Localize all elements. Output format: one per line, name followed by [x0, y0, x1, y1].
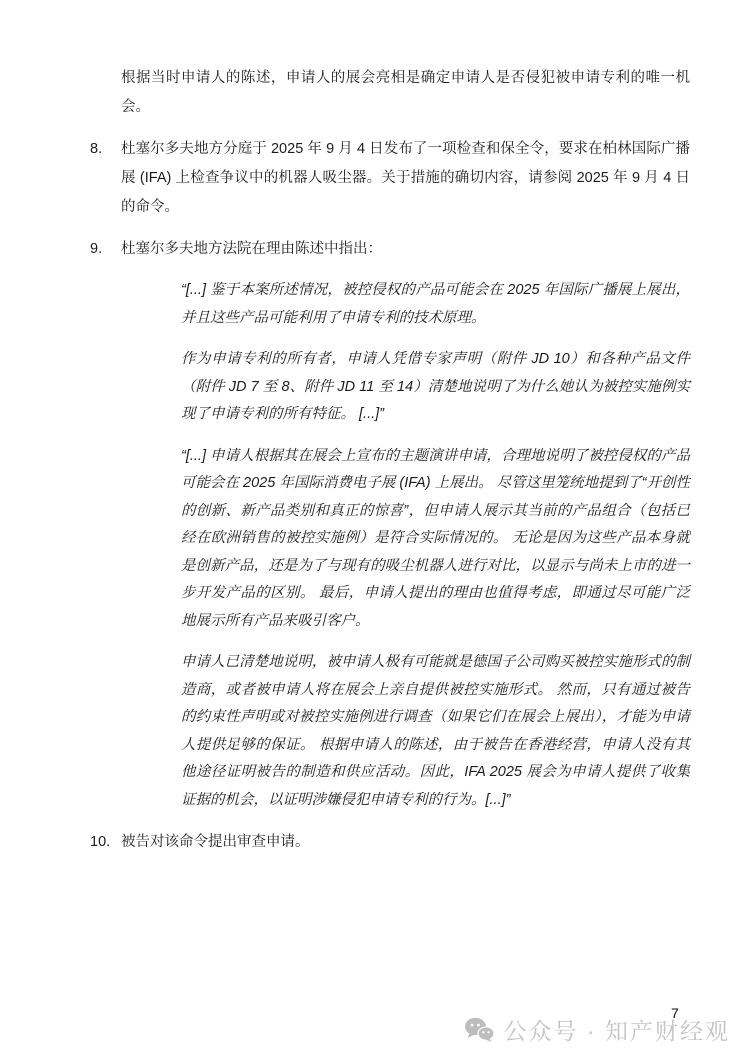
item-number: 9. — [90, 241, 103, 257]
numbered-item-10 — [90, 828, 690, 857]
quote-paragraph-1: “[...] 鉴于本案所述情况，被控侵权的产品可能会在 2025 年国际广播展上展出，并且这些产品可能利用了申请专利的技术原理。 — [181, 282, 690, 326]
item-number: 10. — [90, 834, 111, 850]
watermark — [464, 1013, 730, 1046]
numbered-item-8 — [90, 135, 690, 222]
quote-paragraph-3: “[...] 申请人根据其在展会上宣布的主题演讲申请，合理地说明了被控侵权的产品可能会在 2025 年国际消费电子展 (IFA) 上展出。 尽管这里笼统地提到了“开创性的创新、新产品类别和真正的惊喜”，但申请人展示其当前的产品组合（包括已经在欧洲销售的被控实施例）是符合实际情况的。 无论是因为这些产品本身就是创新产品，还是为了与现有的吸尘机器人进行对比，以显示与尚未上市的进一步开发产品的区别。 最后，申请人提出的理由也值得考虑，即通过尽可能广泛地展示所有产品来吸引客户。 — [181, 447, 690, 629]
item-text: 杜塞尔多夫地方分庭于 2025 年 9 月 4 日发布了一项检查和保全令，要求在柏林国际广播展 (IFA) 上检查争议中的机器人吸尘器。关于措施的确切内容，请参阅 2025 年 9 月 4 日的命令。 — [121, 141, 690, 215]
continuation-paragraph: 根据当时申请人的陈述，申请人的展会亮相是确定申请人是否侵犯被申请专利的唯一机会。 — [121, 70, 690, 115]
numbered-item-9 — [90, 235, 690, 264]
wechat-icon — [464, 1017, 495, 1043]
item-text: 被告对该命令提出审查申请。 — [121, 834, 310, 850]
document-body — [90, 64, 690, 870]
watermark-label: 公众号 · 知产财经观 — [503, 1018, 730, 1044]
quote-paragraph-2: 作为申请专利的所有者，申请人凭借专家声明（附件 JD 10）和各种产品文件（附件 JD 7 至 8、附件 JD 11 至 14）清楚地说明了为什么她认为被控实施例实现了申请专利的所有特征。 [...]” — [181, 351, 690, 422]
item-text: 杜塞尔多夫地方法院在理由陈述中指出： — [121, 241, 382, 257]
quote-paragraph-4: 申请人已清楚地说明，被申请人极有可能就是德国子公司购买被控实施形式的制造商，或者被申请人将在展会上亲自提供被控实施形式。 然而，只有通过被告的约束性声明或对被控实施例进行调查（如果它们在展会上展出），才能为申请人提供足够的保证。 根据申请人的陈述，由于被告在香港经营，申请人没有其他途径证明被告的制造和供应活动。因此，IFA 2025 展会为申请人提供了收集证据的机会，以证明涉嫌侵犯申请专利的行为。[...]” — [181, 654, 690, 808]
item-number: 8. — [90, 141, 103, 157]
page-number: 7 — [671, 1005, 679, 1021]
